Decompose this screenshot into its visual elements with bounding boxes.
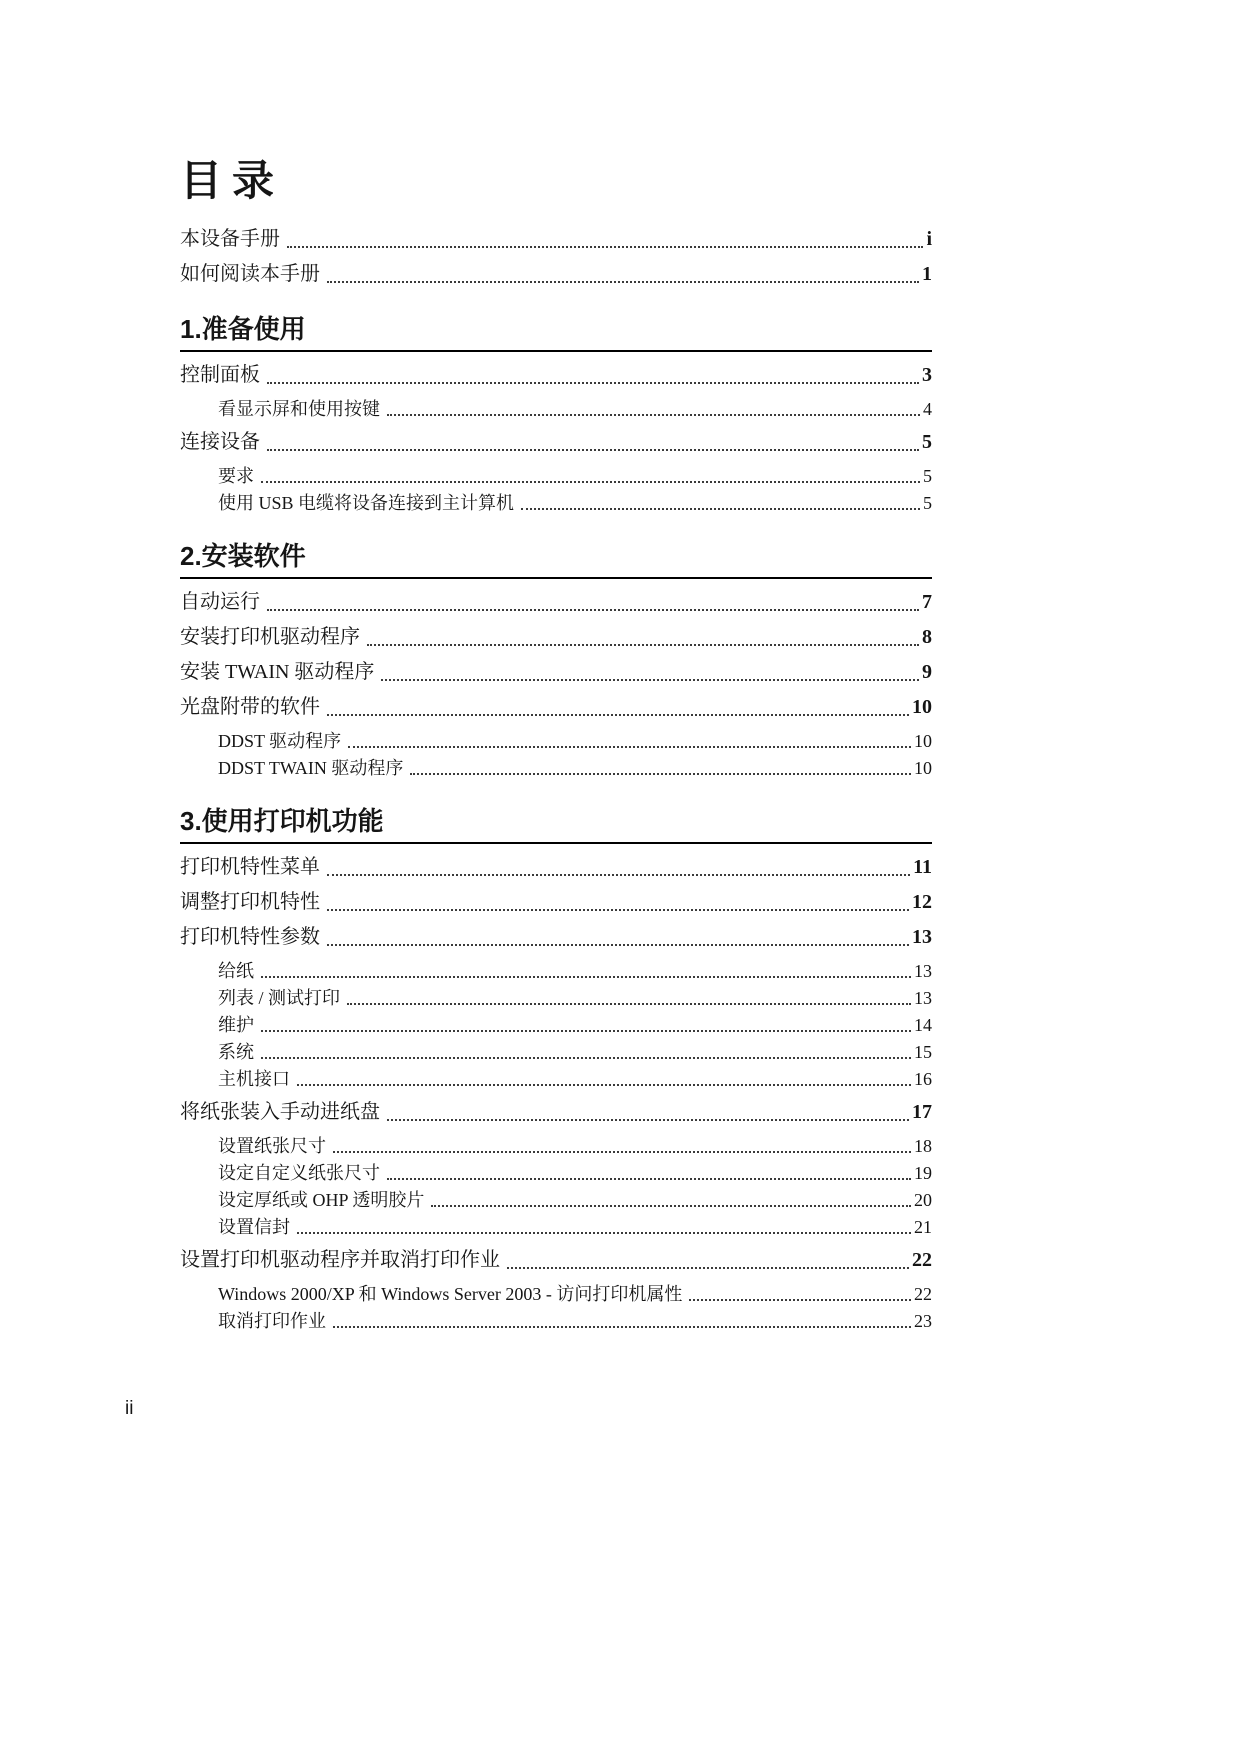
toc-entry-page: 5 (923, 493, 932, 513)
page-title: 目录 (180, 159, 285, 205)
toc-section (180, 806, 932, 1333)
toc-entry-page: 10 (914, 758, 932, 778)
toc-entry-page: 23 (914, 1311, 932, 1331)
toc-entry-label: 取消打印作业 (218, 1311, 326, 1331)
toc-entry-label: 要求 (218, 466, 254, 486)
toc-entry-label: 将纸张装入手动进纸盘 (180, 1101, 380, 1123)
toc-entry (180, 1067, 932, 1091)
toc-entry (180, 491, 932, 515)
dot-leader (689, 1299, 911, 1301)
toc-entry-page: i (926, 228, 932, 250)
toc-entry-page: 13 (914, 988, 932, 1008)
dot-leader (347, 1003, 911, 1005)
toc-front-entries (180, 226, 932, 288)
dot-leader (261, 1030, 911, 1032)
toc-entry-label: 设置打印机驱动程序并取消打印作业 (180, 1249, 500, 1271)
toc-entry-page: 12 (912, 891, 932, 913)
toc-entry-label: 打印机特性参数 (180, 926, 320, 948)
toc-entry-label: 自动运行 (180, 591, 260, 613)
dot-leader (410, 773, 911, 775)
toc-entry-label: 列表 / 测试打印 (218, 988, 341, 1008)
toc-entry-page: 5 (923, 466, 932, 486)
toc-entry-page: 13 (914, 961, 932, 981)
dot-leader (507, 1267, 909, 1269)
toc-entry-page: 7 (922, 591, 932, 613)
toc-entry-label: 控制面板 (180, 364, 260, 386)
toc-entry (180, 1161, 932, 1185)
dot-leader (333, 1151, 911, 1153)
toc-section (180, 314, 932, 515)
toc-entry (180, 1282, 932, 1306)
dot-leader (297, 1084, 911, 1086)
dot-leader (521, 508, 920, 510)
dot-leader (387, 414, 920, 416)
toc-entry-label: Windows 2000/XP 和 Windows Server 2003 - 访问打印机属性 (218, 1284, 683, 1304)
toc-entry (180, 1134, 932, 1158)
toc-entry-page: 20 (914, 1190, 932, 1210)
toc-entry-label: DDST 驱动程序 (218, 731, 342, 751)
toc-entry (180, 362, 932, 389)
dot-leader (267, 382, 919, 384)
toc-entry (180, 1188, 932, 1212)
toc-entry-page: 19 (914, 1163, 932, 1183)
toc-entry-label: 看显示屏和使用按键 (218, 399, 380, 419)
toc-entry-label: 调整打印机特性 (180, 891, 320, 913)
toc-entry (180, 1013, 932, 1037)
dot-leader (297, 1232, 911, 1234)
toc-entry (180, 589, 932, 616)
toc-entry-label: 连接设备 (180, 431, 260, 453)
dot-leader (327, 909, 909, 911)
toc-content (180, 158, 932, 1336)
toc-entry (180, 1215, 932, 1239)
toc-entry-label: 设置纸张尺寸 (218, 1136, 326, 1156)
toc-entry-page: 16 (914, 1069, 932, 1089)
dot-leader (267, 609, 919, 611)
toc-entry-label: 给纸 (218, 961, 254, 981)
dot-leader (327, 281, 919, 283)
toc-entry (180, 397, 932, 421)
toc-entry-page: 1 (922, 263, 932, 285)
toc-entry-label: 打印机特性菜单 (180, 856, 320, 878)
dot-leader (381, 679, 919, 681)
toc-entry-page: 11 (913, 856, 932, 878)
toc-sections (180, 314, 932, 1333)
toc-entry (180, 889, 932, 916)
dot-leader (261, 1057, 911, 1059)
toc-entry (180, 624, 932, 651)
toc-entry-page: 8 (922, 626, 932, 648)
toc-entry (180, 756, 932, 780)
dot-leader (367, 644, 919, 646)
section-heading: 2.安装软件 (180, 541, 932, 579)
toc-entry-label: 安装 TWAIN 驱动程序 (180, 661, 375, 683)
dot-leader (327, 874, 910, 876)
dot-leader (327, 714, 909, 716)
toc-entry (180, 729, 932, 753)
toc-section (180, 541, 932, 780)
toc-entry-label: 系统 (218, 1042, 254, 1062)
toc-entry-label: 使用 USB 电缆将设备连接到主计算机 (218, 493, 515, 513)
dot-leader (333, 1326, 911, 1328)
dot-leader (431, 1205, 911, 1207)
toc-entry (180, 659, 932, 686)
toc-entry-page: 22 (912, 1249, 932, 1271)
toc-entry-page: 4 (923, 399, 932, 419)
section-heading: 1.准备使用 (180, 314, 932, 352)
toc-entry (180, 464, 932, 488)
toc-entry-label: 本设备手册 (180, 228, 280, 250)
toc-entry-page: 14 (914, 1015, 932, 1035)
toc-entry-page: 10 (912, 696, 932, 718)
dot-leader (387, 1178, 911, 1180)
toc-entry (180, 226, 932, 253)
toc-entry-page: 3 (922, 364, 932, 386)
toc-entry-label: 设定厚纸或 OHP 透明胶片 (218, 1190, 425, 1210)
toc-entry-label: DDST TWAIN 驱动程序 (218, 758, 404, 778)
dot-leader (261, 976, 911, 978)
toc-entry-label: 安装打印机驱动程序 (180, 626, 360, 648)
toc-entry-page: 10 (914, 731, 932, 751)
dot-leader (387, 1119, 909, 1121)
toc-entry-page: 5 (922, 431, 932, 453)
toc-entry (180, 854, 932, 881)
toc-entry (180, 1040, 932, 1064)
dot-leader (267, 449, 919, 451)
toc-entry-label: 如何阅读本手册 (180, 263, 320, 285)
toc-entry (180, 694, 932, 721)
toc-entry (180, 986, 932, 1010)
toc-entry-label: 维护 (218, 1015, 254, 1035)
toc-entry (180, 429, 932, 456)
section-heading: 3.使用打印机功能 (180, 806, 932, 844)
dot-leader (287, 246, 923, 248)
toc-entry-label: 主机接口 (218, 1069, 290, 1089)
toc-entry (180, 1247, 932, 1274)
toc-entry-page: 21 (914, 1217, 932, 1237)
toc-entry-label: 光盘附带的软件 (180, 696, 320, 718)
toc-entry-page: 9 (922, 661, 932, 683)
toc-entry (180, 959, 932, 983)
toc-entry (180, 1309, 932, 1333)
toc-entry (180, 924, 932, 951)
toc-entry-label: 设定自定义纸张尺寸 (218, 1163, 380, 1183)
page-footer-number: ii (125, 1398, 134, 1419)
toc-entry-page: 18 (914, 1136, 932, 1156)
toc-entry-page: 13 (912, 926, 932, 948)
toc-entry-page: 15 (914, 1042, 932, 1062)
dot-leader (348, 746, 911, 748)
toc-entry-page: 22 (914, 1284, 932, 1304)
toc-entry-page: 17 (912, 1101, 932, 1123)
toc-entry (180, 261, 932, 288)
toc-entry (180, 1099, 932, 1126)
toc-entry-label: 设置信封 (218, 1217, 290, 1237)
dot-leader (327, 944, 909, 946)
dot-leader (261, 481, 920, 483)
